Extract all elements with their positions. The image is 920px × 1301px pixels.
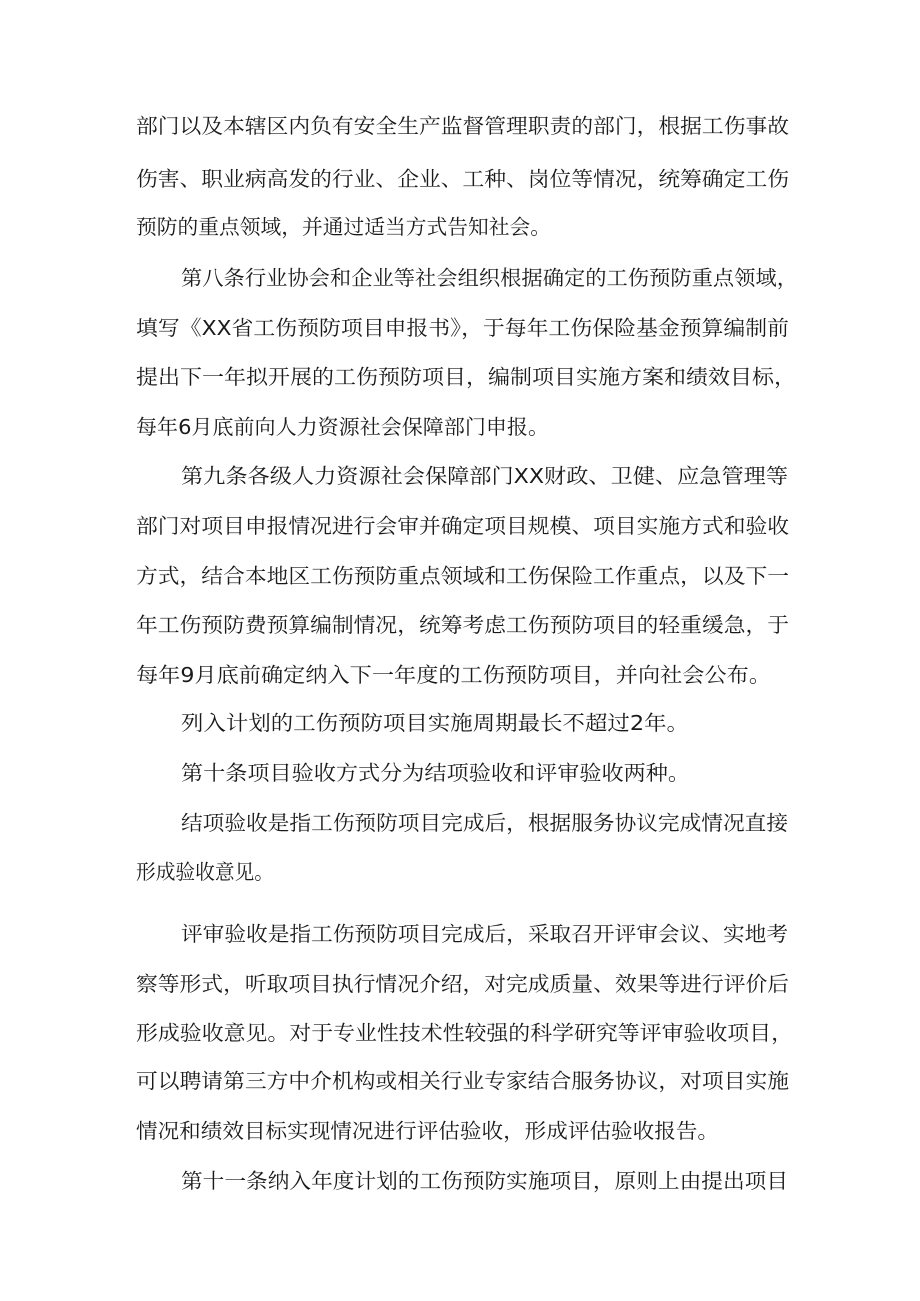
text-line <box>0 803 920 843</box>
line-text: 年工伤预防费预算编制情况，统筹考虑工伤预防项目的轻重缓急，于 <box>136 613 789 637</box>
line-text: 部门以及本辖区内负有安全生产监督管理职责的部门，根据工伤事故 <box>136 114 789 138</box>
line-text: 第八条行业协会和企业等社会组织根据确定的工伤预防重点领域， <box>181 266 798 290</box>
line-text: 形成验收意见。 <box>136 860 274 884</box>
text-line <box>0 1061 920 1101</box>
text-line <box>0 852 920 892</box>
text-line <box>0 1013 920 1053</box>
text-line <box>0 106 920 146</box>
line-text: 第十条项目验收方式分为结项验收和评审验收两种。 <box>181 761 690 785</box>
line-text: 提出下一年拟开展的工伤预防项目，编制项目实施方案和绩效目标， <box>136 365 796 389</box>
text-line <box>0 1111 920 1151</box>
text-line <box>0 258 920 298</box>
line-text: 第九条各级人力资源社会保障部门XX财政、卫健、应急管理等 <box>181 464 788 488</box>
text-line <box>0 605 920 645</box>
text-line <box>0 753 920 793</box>
text-line <box>0 407 920 447</box>
text-line <box>0 456 920 496</box>
text-line <box>0 159 920 199</box>
line-text: 列入计划的工伤预防项目实施周期最长不超过2年。 <box>181 711 689 735</box>
text-line <box>0 964 920 1004</box>
text-line <box>0 308 920 348</box>
line-text: 伤害、职业病高发的行业、企业、工种、岗位等情况，统筹确定工伤 <box>136 167 789 191</box>
line-text: 结项验收是指工伤预防项目完成后，根据服务协议完成情况直接 <box>181 811 788 835</box>
text-line <box>0 556 920 596</box>
line-text: 每年6月底前向人力资源社会保障部门申报。 <box>136 415 549 439</box>
line-text: 部门对项目申报情况进行会审并确定项目规模、项目实施方式和验收 <box>136 514 789 538</box>
line-text: 每年9月底前确定纳入下一年度的工伤预防项目，并向社会公布。 <box>136 663 771 687</box>
line-text: 方式，结合本地区工伤预防重点领域和工伤保险工作重点，以及下一 <box>136 564 789 588</box>
line-text: 填写《XX省工伤预防项目申报书》，于每年工伤保险基金预算编制前 <box>136 316 789 340</box>
line-text: 察等形式，听取项目执行情况介绍，对完成质量、效果等进行评价后 <box>136 972 789 996</box>
line-text: 情况和绩效目标实现情况进行评估验收，形成评估验收报告。 <box>136 1119 719 1143</box>
text-line <box>0 703 920 743</box>
line-text: 第十一条纳入年度计划的工伤预防实施项目，原则上由提出项目 <box>181 1169 788 1193</box>
text-line <box>0 655 920 695</box>
text-line <box>0 506 920 546</box>
line-text: 评审验收是指工伤预防项目完成后，采取召开评审会议、实地考 <box>181 922 788 946</box>
line-text: 可以聘请第三方中介机构或相关行业专家结合服务协议，对项目实施 <box>136 1069 789 1093</box>
text-line <box>0 207 920 247</box>
line-text: 预防的重点领域，并通过适当方式告知社会。 <box>136 215 551 239</box>
line-text: 形成验收意见。对于专业性技术性较强的科学研究等评审验收项目， <box>136 1021 794 1045</box>
text-line <box>0 1161 920 1201</box>
text-line <box>0 357 920 397</box>
text-line <box>0 914 920 954</box>
